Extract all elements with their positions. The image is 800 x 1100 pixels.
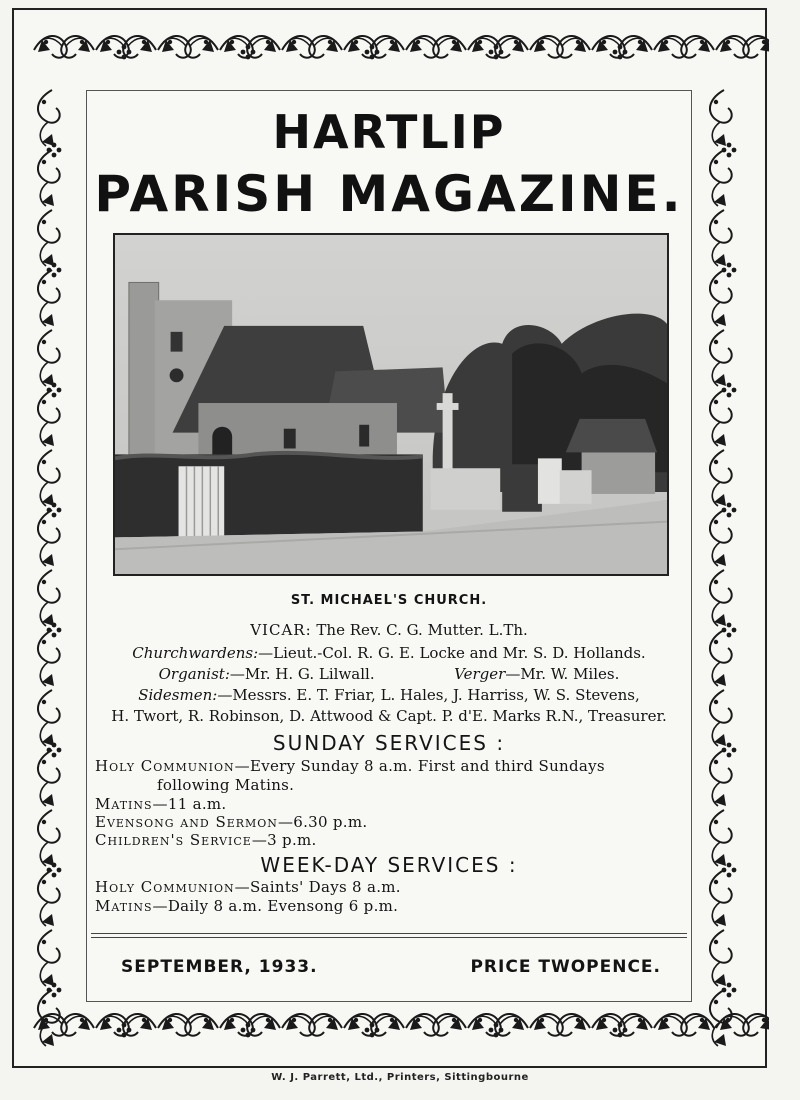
vicar-name: The Rev. C. G. Mutter. L.Th.: [316, 621, 528, 639]
weekday-matins-text: —Daily 8 a.m. Evensong 6 p.m.: [152, 897, 399, 915]
churchwardens-names: —Lieut.-Col. R. G. E. Locke and Mr. S. D. Hollands.: [258, 644, 646, 662]
weekday-matins: [95, 897, 398, 915]
divider-lower: [91, 937, 687, 938]
sunday-matins: [95, 795, 227, 813]
sunday-matins-label: Matins: [95, 795, 153, 813]
printer-imprint: W. J. Parrett, Ltd., Printers, Sittingbourne: [271, 1072, 529, 1083]
sunday-matins-text: —11 a.m.: [152, 795, 227, 813]
sunday-hc-label: Holy Communion: [95, 757, 235, 775]
vicar-line: [87, 621, 691, 639]
churchwardens-line: [87, 644, 691, 662]
sidesmen-line-1: [87, 686, 691, 704]
sidesmen-names-1: —Messrs. E. T. Friar, L. Hales, J. Harriss, W. S. Stevens,: [217, 686, 640, 704]
sidesmen-label: Sidesmen:: [138, 686, 218, 704]
issue-date: SEPTEMBER, 1933.: [121, 957, 318, 977]
divider-upper: [91, 933, 687, 934]
sunday-evensong-text: —6.30 p.m.: [277, 813, 368, 831]
weekday-holy-communion: [95, 878, 401, 896]
sunday-evensong: [95, 813, 367, 831]
sunday-children-text: —3 p.m.: [251, 831, 317, 849]
verger-name: —Mr. W. Miles.: [505, 665, 620, 683]
magazine-cover: [12, 8, 767, 1068]
weekday-matins-label: Matins: [95, 897, 153, 915]
photo-caption: ST. MICHAEL'S CHURCH.: [290, 593, 488, 608]
sunday-children-label: Children's Service: [95, 831, 252, 849]
sunday-holy-communion: [95, 757, 605, 775]
sunday-hc-text: —Every Sunday 8 a.m. First and third Sundays: [234, 757, 605, 775]
sunday-evensong-label: Evensong and Sermon: [95, 813, 278, 831]
sunday-services-heading: SUNDAY SERVICES :: [272, 731, 506, 755]
weekday-hc-label: Holy Communion: [95, 878, 235, 896]
church-photograph: [113, 233, 669, 576]
content-panel: [86, 90, 692, 1002]
masthead-line-2: PARISH MAGAZINE.: [94, 165, 684, 223]
verger-label: Verger: [454, 665, 506, 683]
organist-verger-line: [87, 665, 691, 683]
organist-name: —Mr. H. G. Lilwall.: [229, 665, 375, 683]
weekday-hc-text: —Saints' Days 8 a.m.: [234, 878, 401, 896]
sunday-hc-continuation: following Matins.: [157, 776, 295, 794]
sidesmen-line-2: H. Twort, R. Robinson, D. Attwood & Capt. P. d'E. Marks R.N., Treasurer.: [111, 707, 667, 725]
vicar-label: VICAR:: [250, 621, 312, 639]
issue-price: PRICE TWOPENCE.: [470, 957, 661, 977]
weekday-services-heading: WEEK-DAY SERVICES :: [260, 853, 518, 877]
organist-label: Organist:: [158, 665, 230, 683]
churchwardens-label: Churchwardens:: [132, 644, 259, 662]
sunday-childrens-service: [95, 831, 317, 849]
masthead-line-1: HARTLIP: [272, 105, 506, 159]
